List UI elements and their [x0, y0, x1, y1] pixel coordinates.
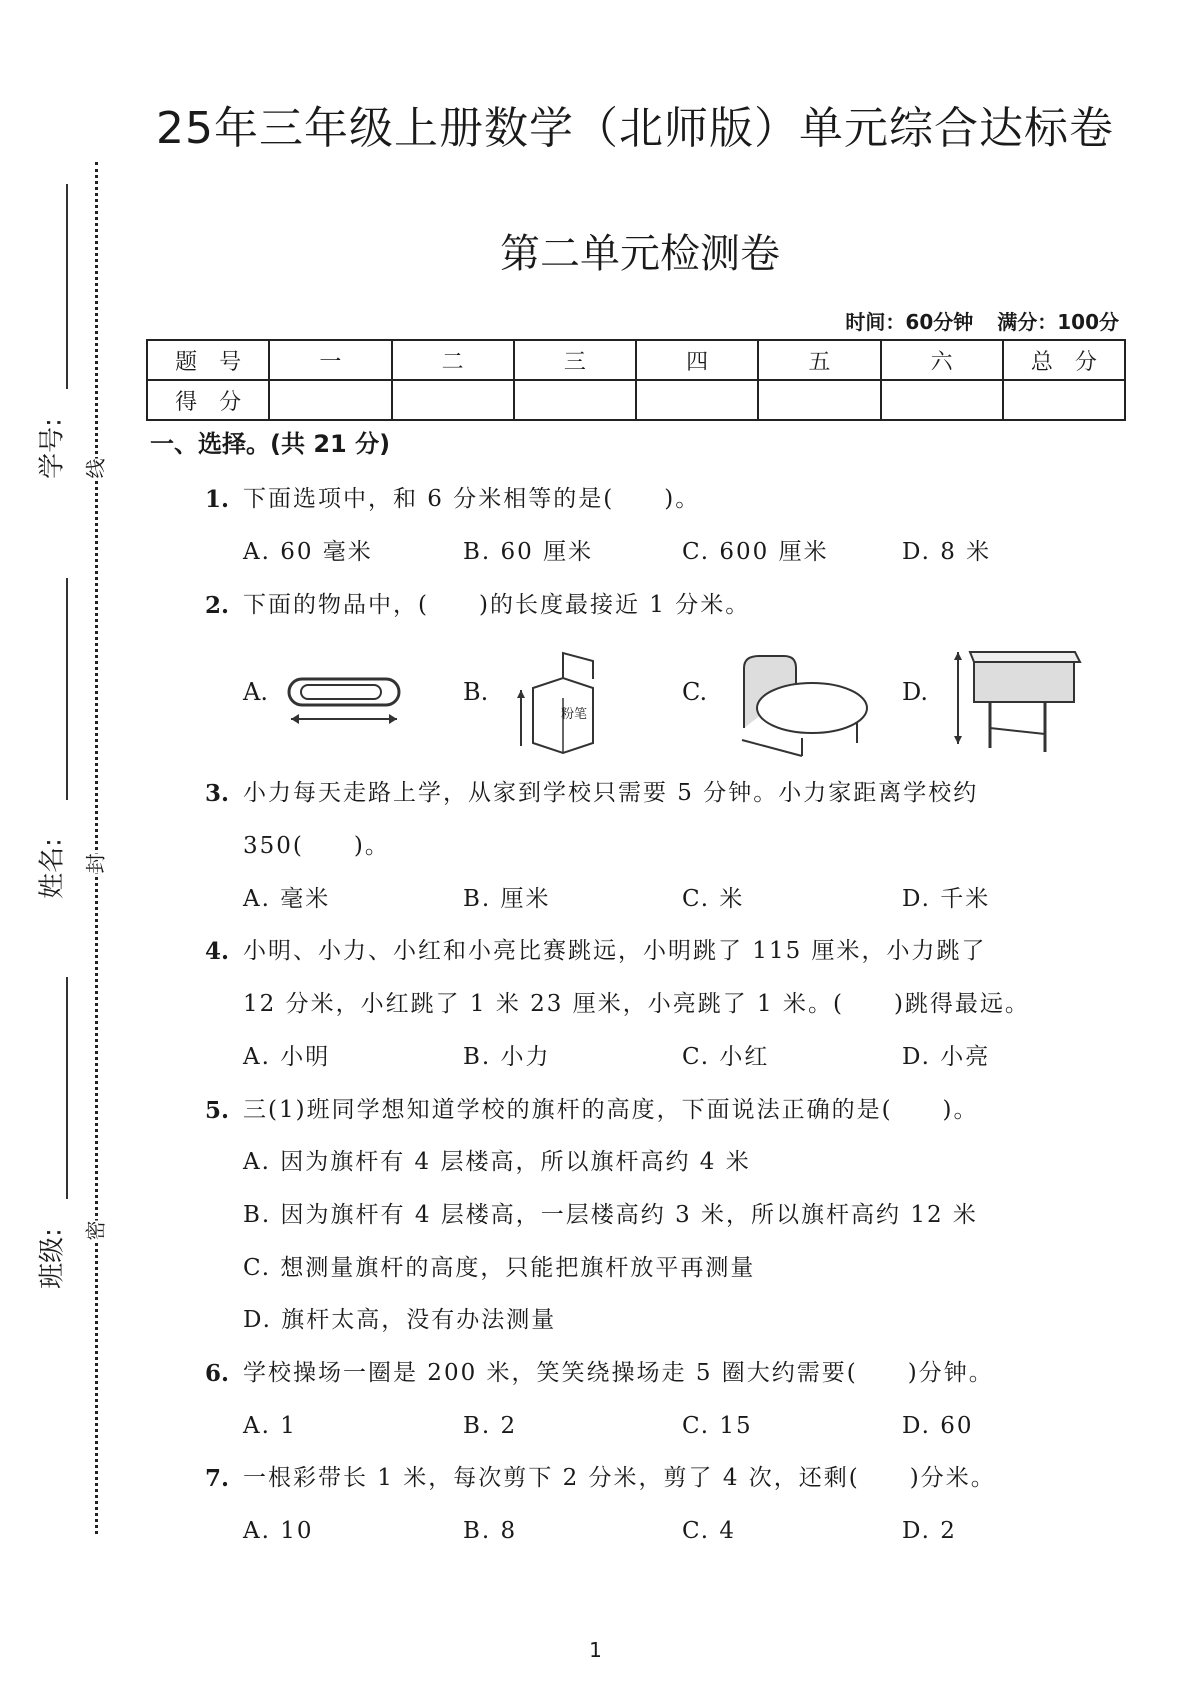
question-number: 2.: [205, 592, 230, 619]
option-c[interactable]: C. 4: [682, 1518, 737, 1544]
option-a[interactable]: A. 毫米: [243, 886, 331, 912]
option-label: D.: [902, 678, 929, 706]
seal-line-char: 线: [78, 459, 111, 479]
option-c[interactable]: C. 15: [682, 1413, 753, 1439]
seal-secret-char: 密: [78, 1221, 111, 1241]
question-text: 一根彩带长 1 米，每次剪下 2 分米，剪了 4 次，还剩( )分米。: [243, 1465, 996, 1491]
option-c[interactable]: C. 米: [682, 886, 745, 912]
score-cell[interactable]: [881, 380, 1003, 420]
time-limit: 时间：60分钟: [845, 310, 974, 334]
full-score: 满分：100分: [997, 310, 1119, 334]
option-b[interactable]: B. 2: [463, 1413, 518, 1439]
name-label: 姓名:: [37, 838, 68, 899]
question-number: 3.: [205, 780, 230, 807]
time-score-info: [821, 306, 1119, 335]
question-text: 350( )。: [243, 833, 390, 859]
option-b[interactable]: B. 厘米: [463, 886, 551, 912]
question-text: 小力每天走路上学，从家到学校只需要 5 分钟。小力家距离学校约: [243, 780, 979, 806]
score-cell[interactable]: [514, 380, 636, 420]
table-cell: 题 号: [147, 340, 269, 380]
seal-seal-char: 封: [78, 854, 111, 874]
section-heading: 一、选择。(共 21 分): [150, 430, 391, 458]
question-text: 学校操场一圈是 200 米，笑笑绕操场走 5 圈大约需要( )分钟。: [243, 1360, 994, 1386]
binding-dotted-line: [95, 162, 98, 1534]
desk-icon: [950, 648, 1090, 758]
table-cell: 三: [514, 340, 636, 380]
table-cell: 得 分: [147, 380, 269, 420]
option-d[interactable]: D. 千米: [902, 886, 991, 912]
question-number: 6.: [205, 1360, 230, 1387]
class-label: 班级:: [37, 1228, 68, 1289]
student-id-underline: [66, 184, 68, 389]
table-cell: 六: [881, 340, 1003, 380]
option-c[interactable]: C. 想测量旗杆的高度，只能把旗杆放平再测量: [243, 1255, 756, 1281]
option-b[interactable]: [463, 648, 633, 758]
question-number: 1.: [205, 486, 230, 513]
option-label: B.: [463, 678, 489, 706]
option-a[interactable]: A. 1: [243, 1413, 297, 1439]
score-table-row: [147, 380, 1125, 420]
question-text: 小明、小力、小红和小亮比赛跳远，小明跳了 115 厘米，小力跳了: [243, 938, 987, 964]
table-cell: 总 分: [1003, 340, 1125, 380]
option-a[interactable]: A. 因为旗杆有 4 层楼高，所以旗杆高约 4 米: [243, 1149, 751, 1175]
question-text: 下面选项中，和 6 分米相等的是( )。: [243, 486, 701, 512]
option-d[interactable]: D. 8 米: [902, 539, 992, 565]
question-text: 下面的物品中，( )的长度最接近 1 分米。: [243, 592, 751, 618]
option-d[interactable]: D. 60: [902, 1413, 974, 1439]
option-c[interactable]: C. 600 厘米: [682, 539, 829, 565]
option-a[interactable]: A. 60 毫米: [243, 539, 373, 565]
question-number: 4.: [205, 938, 230, 965]
score-cell[interactable]: [1003, 380, 1125, 420]
question-number: 7.: [205, 1465, 230, 1492]
class-underline: [66, 977, 68, 1199]
option-a[interactable]: A. 10: [243, 1518, 314, 1544]
option-label: C.: [682, 678, 708, 706]
option-c[interactable]: [682, 648, 872, 758]
option-a[interactable]: A. 小明: [243, 1044, 331, 1070]
option-d[interactable]: [902, 648, 1092, 758]
table-cell: 一: [269, 340, 391, 380]
page-number: 1: [589, 1638, 602, 1662]
page-title: 25年三年级上册数学（北师版）单元综合达标卷: [156, 103, 1114, 154]
bed-icon: [732, 648, 872, 758]
option-d[interactable]: D. 2: [902, 1518, 957, 1544]
table-cell: 五: [758, 340, 880, 380]
table-cell: 四: [636, 340, 758, 380]
option-label: A.: [243, 678, 268, 706]
score-table-header: [147, 340, 1125, 380]
option-a[interactable]: [243, 648, 413, 758]
option-b[interactable]: B. 小力: [463, 1044, 551, 1070]
name-underline: [66, 578, 68, 800]
option-d[interactable]: D. 旗杆太高，没有办法测量: [243, 1307, 557, 1333]
score-table: [146, 339, 1126, 421]
page-subtitle: 第二单元检测卷: [500, 231, 780, 277]
option-c[interactable]: C. 小红: [682, 1044, 770, 1070]
score-cell[interactable]: [636, 380, 758, 420]
table-cell: 二: [392, 340, 514, 380]
question-text: 三(1)班同学想知道学校的旗杆的高度，下面说法正确的是( )。: [243, 1097, 979, 1123]
score-cell[interactable]: [758, 380, 880, 420]
question-text: 12 分米，小红跳了 1 米 23 厘米，小亮跳了 1 米。( )跳得最远。: [243, 991, 1030, 1017]
score-cell[interactable]: [392, 380, 514, 420]
chalk-box-label: 粉笔: [561, 707, 588, 722]
option-b[interactable]: B. 因为旗杆有 4 层楼高，一层楼高约 3 米，所以旗杆高约 12 米: [243, 1202, 978, 1228]
option-b[interactable]: B. 8: [463, 1518, 518, 1544]
student-id-label: 学号:: [37, 418, 68, 479]
question-number: 5.: [205, 1097, 230, 1124]
score-cell[interactable]: [269, 380, 391, 420]
paperclip-icon: [285, 673, 405, 733]
option-d[interactable]: D. 小亮: [902, 1044, 991, 1070]
option-b[interactable]: B. 60 厘米: [463, 539, 594, 565]
